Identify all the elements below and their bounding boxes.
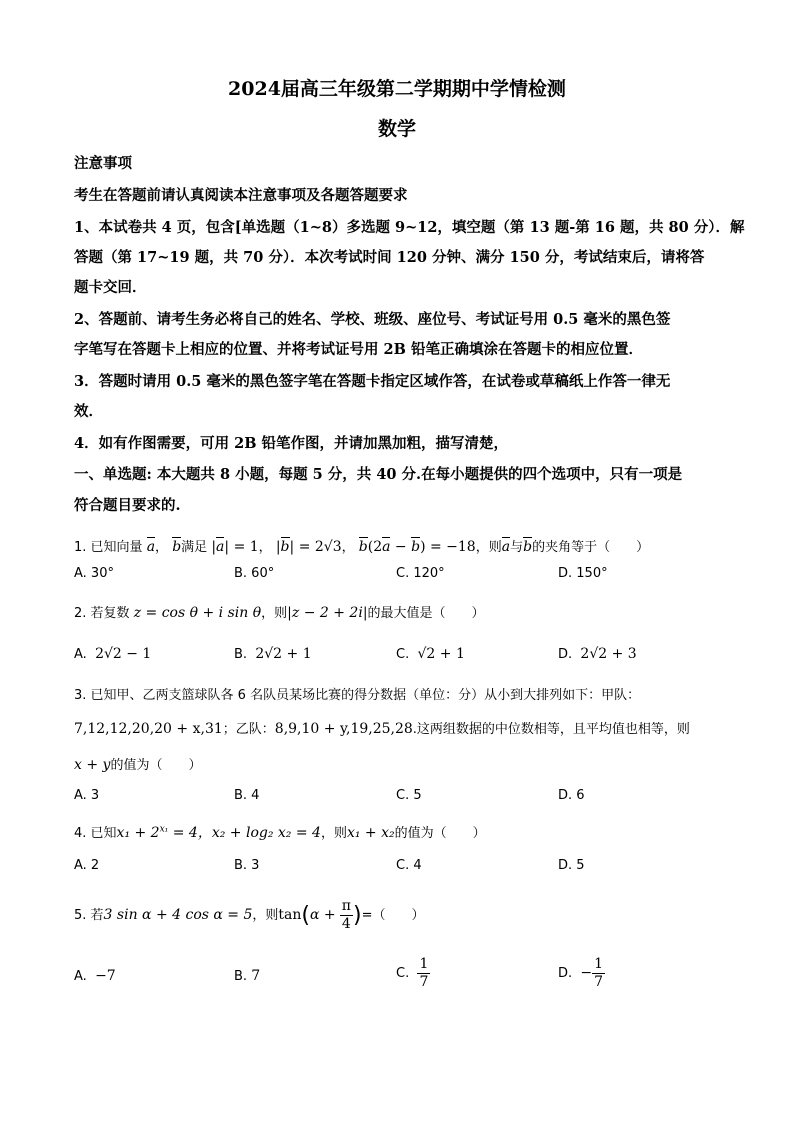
q2-text: 的最大值是（ ） — [367, 606, 485, 621]
subject-title: 数学 — [377, 118, 416, 140]
q4-option-c: C. 4 — [396, 858, 422, 873]
exam-title: 2024届高三年级第二学期期中学情检测 — [228, 78, 566, 100]
notice-item-line: 字笔写在答题卡上相应的位置、并将考试证号用 2B 铅笔正确填涂在答题卡的相应位置． — [74, 341, 643, 358]
notice-heading: 注意事项 — [74, 155, 132, 172]
q2-option-c: C. √2 + 1 — [396, 646, 465, 662]
q1-cond-3: b(2a − b) = −18 — [358, 539, 476, 555]
q2-option-d: D. 2√2 + 3 — [558, 646, 637, 662]
q2-text: ，则 — [261, 606, 288, 621]
section-heading-cont: 符合题目要求的. — [74, 497, 181, 514]
q5-frac: $\frac{\pi}{4}$ — [341, 898, 351, 932]
q1-option-b: B. 60° — [234, 566, 275, 581]
q2-option-b: B. 2√2 + 1 — [234, 646, 312, 662]
q1-sep: ， — [258, 540, 272, 555]
notice-intro: 考生在答题前请认真阅读本注意事项及各题答题要求 — [74, 187, 408, 204]
q3-option-a: A. 3 — [74, 788, 100, 803]
notice-item-line: 1、本试卷共 4 页，包含[单选题（1~8）多选题 9~12，填空题（第 13 题-第 16 题，共 80 分）．解 — [74, 219, 745, 236]
q2-option-a: A. 2√2 − 1 — [74, 646, 152, 662]
notice-item-line: 答题（第 17~19 题，共 70 分）．本次考试时间 120 分钟、满分 150 分，考试结束后，请将答 — [74, 249, 705, 266]
vector-a: a — [146, 539, 156, 555]
notice-item-line: 效． — [74, 403, 103, 420]
question-1 — [74, 536, 649, 555]
notice-item-line: 题卡交回． — [74, 279, 147, 296]
q1-text: 1. 已知向量 — [74, 540, 143, 555]
question-4: 4. 已知$x_1 + 2^{x_1} = 4$，x₂ + log₂ x₂ = 4，则x₁ + x₂的值为（ ） — [74, 824, 486, 841]
vector-b: b — [172, 539, 182, 555]
q4-option-d: D. 5 — [558, 858, 585, 873]
q3-option-c: C. 5 — [396, 788, 422, 803]
q1-option-c: C. 120° — [396, 566, 445, 581]
q5-option-b: B. 7 — [234, 968, 261, 984]
q1-option-d: D. 150° — [558, 566, 608, 581]
vector-b: b — [523, 539, 533, 555]
section-heading: 一、单选题: 本大题共 8 小题，每题 5 分，共 40 分.在每小题提供的四个选项中，只有一项是 — [74, 466, 683, 483]
q1-text: 的夹角等于（ ） — [532, 540, 650, 555]
q1-cond-1: |a| = 1 — [211, 539, 259, 555]
notice-item-line: 4．如有作图需要，可用 2B 铅笔作图，并请加黑加粗，描写清楚， — [74, 435, 509, 452]
question-5: 5. 若3 sin α + 4 cos α = 5，则tan(α + $\frac{\pi}{4}$ )=（ ） — [74, 898, 425, 932]
q5-option-d: D. − $\frac{1}{7}$ — [558, 956, 604, 990]
q1-text: 满足 — [181, 540, 208, 555]
notice-item-line: 3．答题时请用 0.5 毫米的黑色签字笔在答题卡指定区域作答，在试卷或草稿纸上作答一律无 — [74, 373, 671, 390]
q1-option-a: A. 30° — [74, 566, 114, 581]
q3-option-d: D. 6 — [558, 788, 585, 803]
q5-option-c: C. $\frac{1}{7}$ — [396, 956, 429, 990]
q5-option-a: A. −7 — [74, 968, 116, 984]
question-2 — [74, 602, 485, 621]
question-3: 3. 已知甲、乙两支篮球队各 6 名队员某场比赛的得分数据（单位：分）从小到大排列如下：甲队： — [74, 688, 641, 703]
q4-option-b: B. 3 — [234, 858, 260, 873]
q1-cond-2: |b| = 2√3 — [275, 539, 342, 555]
q2-expr: z = cos θ + i sin θ — [133, 605, 262, 621]
q3-option-b: B. 4 — [234, 788, 260, 803]
q2-text: 2. 若复数 — [74, 606, 130, 621]
q1-sep: ， — [155, 540, 169, 555]
q2-abs: |z − 2 + 2i| — [287, 605, 368, 621]
q1-text: 与 — [510, 540, 524, 555]
q1-sep: ， — [341, 540, 355, 555]
q1-text: ，则 — [475, 540, 502, 555]
q4-option-a: A. 2 — [74, 858, 100, 873]
notice-item-line: 2、答题前、请考生务必将自己的姓名、学校、班级、座位号、考试证号用 0.5 毫米的黑色签 — [74, 311, 671, 328]
question-3-line-2: 7,12,12,20,20 + x,31；乙队：8,9,10 + y,19,25,28.这两组数据的中位数相等，且平均值也相等，则 — [74, 721, 690, 737]
question-3-line-3: x + y的值为（ ） — [74, 757, 202, 773]
vector-a: a — [501, 539, 511, 555]
